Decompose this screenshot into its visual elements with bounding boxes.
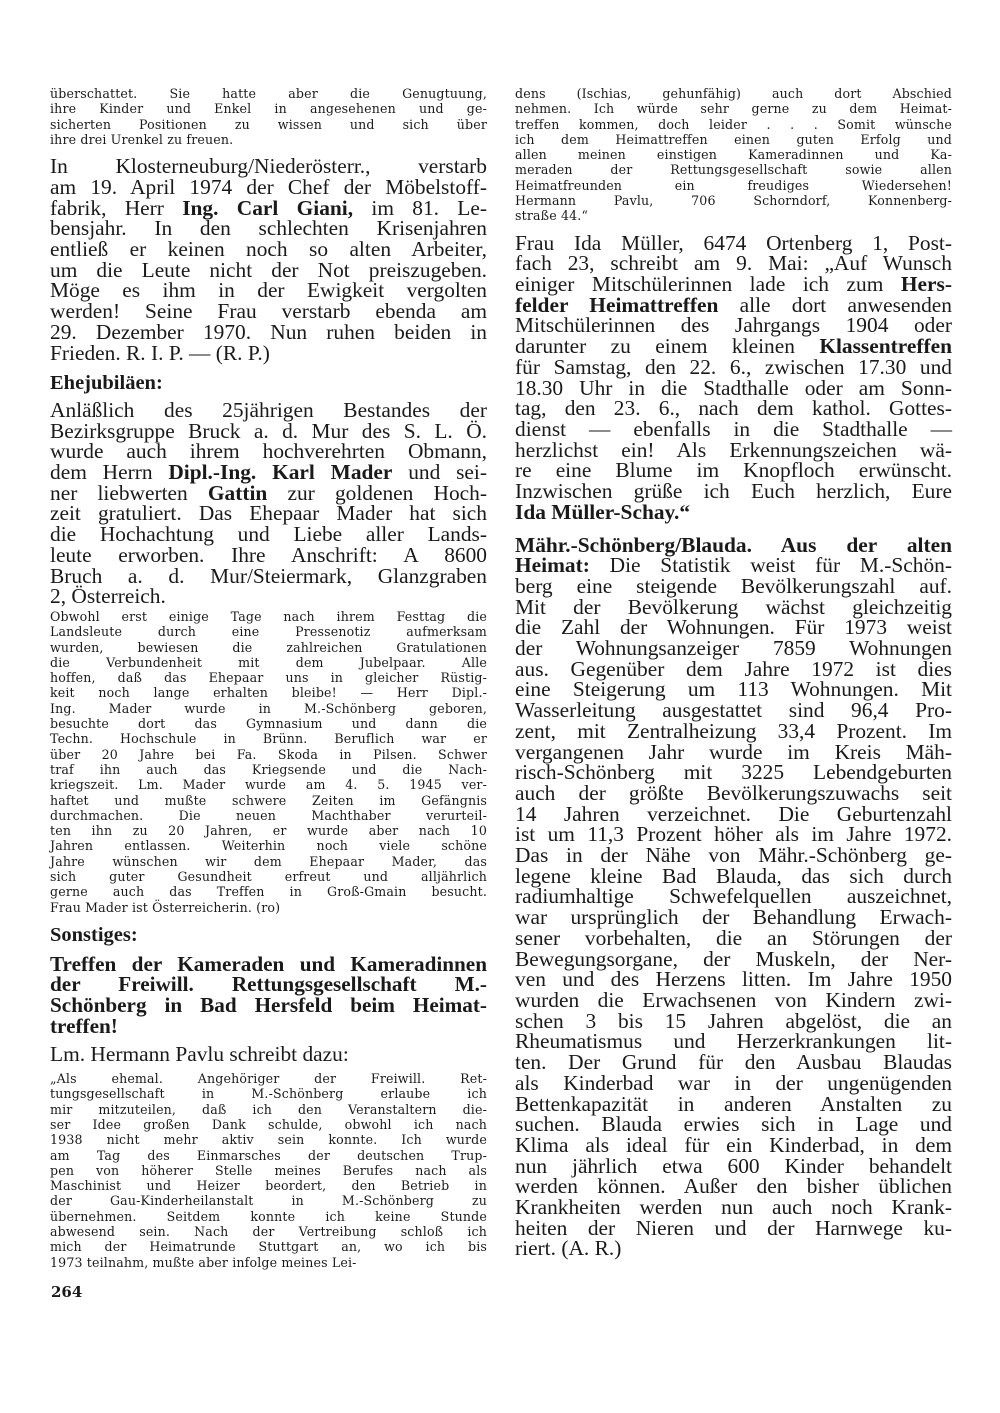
- text-line: [50, 195, 487, 220]
- bold-text: Heimat:: [515, 553, 590, 578]
- text-line: Landsleute durch eine Pressenotiz aufmerksam: [50, 624, 487, 640]
- text-line: die Hochachtung und Liebe aller Lands-: [50, 522, 487, 547]
- text-line: dienst — ebenfalls in die Stadthalle —: [515, 417, 952, 441]
- text-line: [515, 274, 952, 295]
- left-column: [50, 86, 487, 1270]
- text-line: Möge es ihm in der Ewigkeit vergolten: [50, 278, 487, 303]
- text-line: legene kleine Bad Blauda, das sich durch: [515, 863, 952, 888]
- text-line: keit noch lange erhalten bleibe! — Herr Dipl.-: [50, 685, 487, 701]
- text-line: ist um 11,3 Prozent höher als im Jahre 1972.: [515, 822, 952, 847]
- text-line: Anläßlich des 25jährigen Bestandes der: [50, 397, 487, 422]
- paragraph-blauda-statistics: [515, 532, 952, 1261]
- text-line: 18.30 Uhr in die Stadthalle oder am Sonn-: [515, 375, 952, 400]
- right-column: [515, 86, 952, 1259]
- text-line: Klima als ideal für ein Kinderbad, in dem: [515, 1132, 952, 1157]
- text-line: suchen. Blauda erwies sich in Lage und: [515, 1112, 952, 1137]
- text-line: re eine Blume im Knopfloch erwünscht.: [515, 458, 952, 483]
- bold-text: Hers-: [900, 272, 952, 297]
- text-line: aus. Gegenüber dem Jahre 1972 ist dies: [515, 656, 952, 681]
- text-fragment: Die Statistik weist für M.-Schön-: [589, 553, 952, 578]
- bold-text: Mähr.-Schönberg/Blauda. Aus der alten: [515, 532, 952, 557]
- text-fragment: und sei-: [392, 460, 487, 485]
- text-fragment: darunter zu einem kleinen: [515, 334, 820, 359]
- text-line: heiten der Nieren und der Harnwege ku-: [515, 1215, 952, 1240]
- text-line: Heimatfreunden ein freudiges Wiedersehen!: [515, 177, 952, 193]
- text-line: Krankheiten werden nun auch noch Krank-: [515, 1195, 952, 1220]
- text-line: um die Leute nicht der Not preiszugeben.: [50, 257, 487, 282]
- text-line: gerne auch das Treffen in Groß-Gmain besucht.: [50, 884, 487, 900]
- text-line: mir mitzuteilen, daß ich den Veranstaltern die-: [50, 1101, 487, 1117]
- text-line: [515, 532, 952, 557]
- text-line: ich dem Heimattreffen einen guten Erfolg und: [515, 131, 952, 147]
- text-fragment: alle dort anwesenden: [718, 292, 953, 317]
- bold-text: Klassentreffen: [819, 334, 952, 359]
- text-line: risch-Schönberg mit 3225 Lebendgeburten: [515, 760, 952, 785]
- text-line: traf ihn auch das Kriegsende und die Nach-: [50, 761, 487, 777]
- text-line: besuchte dort das Gymnasium und dann die: [50, 716, 487, 732]
- text-line: Treffen der Kameraden und Kameradinnen: [50, 951, 487, 976]
- paragraph-golden-wedding: [50, 397, 487, 609]
- text-line: durchmachen. Die neuen Machthaber verurteil-: [50, 807, 487, 823]
- paragraph-obituary-giani: [50, 156, 487, 363]
- text-fragment: zur goldenen Hoch-: [267, 480, 487, 505]
- text-line: „Als ehemal. Angehöriger der Freiwill. Ret-: [50, 1071, 487, 1087]
- text-line: wurden, bewiesen die zahlreichen Gratulationen: [50, 639, 487, 655]
- text-line: Jahren entlassen. Weiterhin noch viele schöne: [50, 838, 487, 854]
- text-line: 1973 teilnahm, mußte aber infolge meines Lei-: [50, 1254, 357, 1270]
- page-number: 264: [51, 1283, 83, 1301]
- text-line: Frau Ida Müller, 6474 Ortenberg 1, Post-: [515, 230, 952, 255]
- text-line: überschattet. Sie hatte aber die Genugtuung,: [50, 86, 487, 101]
- text-line: wurde auch ihrem hochverehrten Obmann,: [50, 439, 487, 464]
- text-fragment: im 81. Le-: [353, 195, 487, 220]
- text-line: bensjahr. In den schlechten Krisenjahren: [50, 216, 487, 241]
- text-line: mich der Heimatrunde Stuttgart an, wo ich bis: [50, 1239, 487, 1255]
- text-line: sicherten Positionen zu wissen und sich über: [50, 116, 487, 132]
- text-line: tag, den 23. 6., nach dem kathol. Gottes-: [515, 396, 952, 421]
- paragraph-pavlu-letter-continuation: [515, 86, 952, 224]
- article-heading-treffen: [50, 951, 487, 1038]
- text-line: nun jährlich etwa 600 Kinder behandelt: [515, 1153, 952, 1178]
- text-line: zent, mit Zentralheizung 33,4 Prozent. Im: [515, 718, 952, 743]
- text-line: leute erworben. Ihre Anschrift: A 8600: [50, 542, 487, 567]
- text-line: hoffen, daß das Ehepaar uns in gleicher Rüstig-: [50, 670, 487, 686]
- text-line: Ing. Mader wurde in M.-Schönberg geboren,: [50, 700, 487, 716]
- text-line: am Tag des Einmarsches der deutschen Trup-: [50, 1147, 487, 1163]
- bold-text: Gattin: [207, 480, 268, 505]
- text-fragment: fabrik, Herr: [50, 195, 183, 220]
- bold-text: Dipl.-Ing. Karl Mader: [168, 460, 393, 485]
- text-line: kriegszeit. Lm. Mader wurde am 4. 5. 1945 ver-: [50, 777, 487, 793]
- text-line: fach 23, schreibt am 9. Mai: „Auf Wunsch: [515, 251, 952, 276]
- paragraph-pavlu-intro: [50, 1044, 487, 1065]
- text-line: Mit der Bevölkerung wächst gleichzeitig: [515, 594, 952, 619]
- paragraph-pavlu-letter: [50, 1071, 487, 1270]
- text-line: Bettenkapazität in anderen Anstalten zu: [515, 1091, 952, 1116]
- text-line: treffen!: [50, 1013, 118, 1038]
- text-line: Techn. Hochschule in Brünn. Beruflich war er: [50, 731, 487, 747]
- text-line: Bewegungsorgane, der Muskeln, der Ner-: [515, 946, 952, 971]
- text-line: [50, 462, 487, 483]
- text-line: ten ihn zu 20 Jahren, er wurde aber nach 10: [50, 823, 487, 839]
- text-line: riert. (A. R.): [515, 1236, 622, 1261]
- text-line: allen meinen einstigen Kameradinnen und Ka-: [515, 147, 952, 163]
- text-line: meraden der Rettungsgesellschaft sowie allen: [515, 162, 952, 178]
- text-line: Maschinist und Heizer beordert, den Betrieb in: [50, 1178, 487, 1194]
- text-line: [515, 555, 952, 576]
- text-line: schen 3 bis 15 Jahren abgelöst, die an: [515, 1008, 952, 1033]
- text-line: nehmen. Ich würde sehr gerne zu dem Heimat-: [515, 101, 952, 117]
- text-line: Wasserleitung ausgestattet sind 96,4 Pro-: [515, 698, 952, 723]
- text-line: auch der größte Bevölkerungszuwachs seit: [515, 780, 952, 805]
- text-line: treffen kommen, doch leider . . . Somit wünsche: [515, 116, 952, 132]
- text-line: [515, 336, 952, 357]
- text-line: Schönberg in Bad Hersfeld beim Heimat-: [50, 993, 487, 1017]
- text-line: Bezirksgruppe Bruck a. d. Mur des S. L. Ö.: [50, 418, 487, 443]
- text-line: wurden die Erwachsenen von Kindern zwi-: [515, 987, 952, 1012]
- text-line: entließ er keinen noch so alten Arbeiter,: [50, 237, 487, 261]
- bold-text: felder Heimattreffen: [515, 292, 719, 317]
- text-line: tungsgesellschaft in M.-Schönberg erlaube ich: [50, 1086, 487, 1102]
- text-line: Frieden. R. I. P. — (R. P.): [50, 340, 270, 365]
- paragraph-ida-mueller: [515, 230, 953, 524]
- text-line: [515, 499, 952, 524]
- text-line: am 19. April 1974 der Chef der Möbelstoff-: [50, 174, 487, 199]
- text-line: als Kinderbad war in der ungenügenden: [515, 1070, 952, 1095]
- text-line: der Freiwill. Rettungsgesellschaft M.-: [50, 972, 487, 997]
- text-line: Mitschülerinnen des Jahrgangs 1904 oder: [515, 313, 952, 338]
- text-line: der Wohnungsanzeiger 7859 Wohnungen: [515, 636, 952, 661]
- text-line: radiumhaltige Schwefelquellen auszeichnet,: [515, 884, 952, 909]
- section-heading-ehejubilaeen: Ehejubiläen:: [50, 372, 163, 395]
- text-line: werden! Seine Frau verstarb ebenda am: [50, 299, 487, 324]
- text-line: eine Steigerung um 113 Wohnungen. Mit: [515, 677, 952, 702]
- text-line: die Verbundenheit mit dem Jubelpaar. Alle: [50, 654, 487, 670]
- text-line: haftet und mußte schwere Zeiten im Gefängnis: [50, 792, 487, 808]
- text-fragment: dem Herrn: [50, 460, 169, 485]
- text-line: Hermann Pavlu, 706 Schorndorf, Konnenberg-: [515, 193, 952, 209]
- text-line: ten. Der Grund für den Ausbau Blaudas: [515, 1050, 952, 1075]
- text-line: Das in der Nähe von Mähr.-Schönberg ge-: [515, 843, 952, 868]
- text-line: sich guter Gesundheit erfreut und alljährlich: [50, 869, 487, 884]
- text-line: sener vorbehalten, die an Störungen der: [515, 925, 952, 950]
- text-line: abwesend sein. Nach der Vertreibung schloß ich: [50, 1224, 487, 1240]
- text-line: ihre Kinder und Enkel in angesehenen und ge-: [50, 101, 487, 117]
- bold-text: Ing. Carl Giani,: [182, 195, 354, 220]
- text-line: 1938 nicht mehr aktiv sein konnte. Ich wurde: [50, 1132, 487, 1148]
- text-line: [515, 292, 953, 317]
- text-line: übernehmen. Seitdem konnte ich keine Stunde: [50, 1208, 487, 1224]
- text-fragment: ner liebwerten: [50, 480, 208, 505]
- text-line: für Samstag, den 22. 6., zwischen 17.30 und: [515, 354, 952, 379]
- text-line: straße 44.“: [515, 208, 589, 224]
- text-line: Obwohl erst einige Tage nach ihrem Festtag die: [50, 608, 487, 624]
- text-line: pen von höherer Stelle meines Berufes nach als: [50, 1162, 487, 1178]
- text-line: war ursprünglich der Behandlung Erwach-: [515, 905, 952, 930]
- text-line: ser Idee großen Dank schulde, obwohl ich nach: [50, 1117, 487, 1132]
- text-line: über 20 Jahre bei Fa. Skoda in Pilsen. Schwer: [50, 746, 487, 762]
- text-line: [50, 480, 487, 505]
- text-line: 29. Dezember 1970. Nun ruhen beiden in: [50, 319, 487, 344]
- text-line: Lm. Hermann Pavlu schreibt dazu:: [50, 1042, 349, 1067]
- paragraph-obituary-continuation: [50, 86, 487, 147]
- text-line: 14 Jahren verzeichnet. Die Geburtenzahl: [515, 801, 952, 826]
- text-fragment: einiger Mitschülerinnen lade ich zum: [515, 272, 901, 297]
- text-line: Jahre wünschen wir dem Ehepaar Mader, das: [50, 853, 487, 869]
- text-line: herzlichst ein! Als Erkennungszeichen wä-: [515, 437, 952, 462]
- text-line: Frau Mader ist Österreicherin. (ro): [50, 899, 281, 915]
- text-line: Rheumatismus und Herzerkrankungen lit-: [515, 1029, 952, 1054]
- text-line: Inzwischen grüße ich Euch herzlich, Eure: [515, 479, 952, 504]
- text-line: ven und des Herzens litten. Im Jahre 1950: [515, 967, 952, 992]
- text-line: ihre drei Urenkel zu freuen.: [50, 131, 234, 147]
- text-line: 2, Österreich.: [50, 584, 166, 609]
- text-line: werden können. Außer den bisher üblichen: [515, 1174, 952, 1199]
- text-line: berg eine steigende Bevölkerungszahl auf.: [515, 573, 952, 598]
- text-line: In Klosterneuburg/Niederösterr., verstarb: [50, 154, 487, 179]
- text-line: vergangenen Jahr wurde im Kreis Mäh-: [515, 739, 952, 764]
- text-line: dens (Ischias, gehunfähig) auch dort Abschied: [515, 86, 952, 101]
- text-line: zeit gratuliert. Das Ehepaar Mader hat sich: [50, 501, 487, 526]
- text-line: Bruch a. d. Mur/Steiermark, Glanzgraben: [50, 563, 487, 588]
- section-heading-sonstiges: Sonstiges:: [50, 923, 138, 946]
- paragraph-mader-biography: [50, 609, 487, 915]
- text-line: die Zahl der Wohnungen. Für 1973 weist: [515, 615, 952, 640]
- text-line: der Gau-Kinderheilanstalt in M.-Schönberg zu: [50, 1193, 487, 1209]
- bold-text: Ida Müller-Schay.“: [515, 499, 691, 524]
